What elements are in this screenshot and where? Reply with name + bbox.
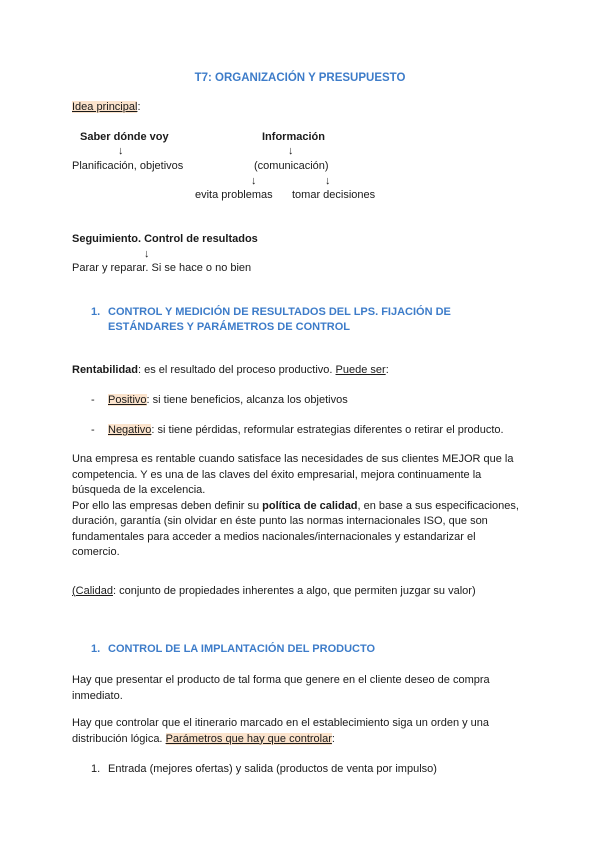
politica-calidad-term: política de calidad bbox=[262, 499, 358, 512]
calidad-definition bbox=[72, 585, 476, 597]
section1-title-line1: CONTROL Y MEDICIÓN DE RESULTADOS DEL LPS. FIJACIÓN DE bbox=[108, 306, 451, 318]
para1-line bbox=[72, 499, 532, 515]
para3-line bbox=[72, 732, 532, 748]
rentabilidad-text: : es el resultado del proceso productivo. bbox=[138, 364, 336, 376]
comunicacion-text: (comunicación) bbox=[254, 160, 329, 172]
bullet-dash: - bbox=[91, 424, 95, 436]
section1-title-line2: ESTÁNDARES Y PARÁMETROS DE CONTROL bbox=[108, 321, 351, 333]
positivo-desc: : si tiene beneficios, alcanza los objetivos bbox=[146, 394, 348, 406]
para3-line: Hay que controlar que el itinerario marcado en el establecimiento siga un orden y una bbox=[72, 717, 490, 729]
evita-problemas-text: evita problemas bbox=[195, 189, 273, 201]
section2-number: 1. bbox=[91, 643, 101, 655]
list-item: Entrada (mejores ofertas) y salida (productos de venta por impulso) bbox=[108, 763, 437, 775]
controlar-paragraph bbox=[72, 716, 532, 747]
page-title: T7: ORGANIZACIÓN Y PRESUPUESTO bbox=[194, 72, 406, 84]
para1-line: duración, garantía (sin olvidar en éste punto las normas internacionales ISO, que son bbox=[72, 515, 488, 527]
rentabilidad-paragraph bbox=[72, 364, 389, 376]
parametros-term: Parámetros que hay que controlar bbox=[165, 732, 332, 745]
negativo-term: Negativo bbox=[108, 424, 152, 436]
arrow-down-icon: ↓ bbox=[251, 175, 257, 187]
para1-line: búsqueda de la excelencia. bbox=[72, 484, 206, 496]
rentable-paragraph bbox=[72, 452, 532, 561]
rentabilidad-colon: : bbox=[385, 364, 389, 376]
rentabilidad-term: Rentabilidad bbox=[72, 364, 139, 376]
calidad-open: ( bbox=[72, 585, 76, 597]
idea-principal-term: Idea principal bbox=[72, 101, 138, 113]
section1-number: 1. bbox=[91, 306, 101, 318]
puede-ser-text: Puede ser bbox=[335, 364, 386, 376]
informacion-heading: Información bbox=[262, 131, 325, 143]
para1-line4a: Por ello las empresas deben definir su bbox=[72, 499, 263, 512]
bullet-negativo bbox=[91, 424, 95, 436]
para3-line2a: distribución lógica. bbox=[72, 732, 166, 745]
para3-colon: : bbox=[331, 732, 335, 745]
calidad-text: : conjunto de propiedades inherentes a algo, que permiten juzgar su valor) bbox=[112, 585, 476, 597]
arrow-down-icon: ↓ bbox=[118, 145, 124, 157]
tomar-decisiones-text: tomar decisiones bbox=[292, 189, 376, 201]
para1-line: Una empresa es rentable cuando satisface las necesidades de sus clientes MEJOR que la bbox=[72, 453, 514, 465]
para2-line: Hay que presentar el producto de tal forma que genere en el cliente deseo de compra bbox=[72, 674, 490, 686]
calidad-term: Calidad bbox=[75, 585, 113, 597]
section2-title: CONTROL DE LA IMPLANTACIÓN DEL PRODUCTO bbox=[108, 643, 376, 655]
para1-line4c: , en base a sus especificaciones, bbox=[357, 499, 519, 512]
arrow-down-icon: ↓ bbox=[144, 248, 150, 260]
positivo-term: Positivo bbox=[108, 394, 147, 406]
bullet-positivo bbox=[91, 394, 95, 406]
seguimiento-heading: Seguimiento. Control de resultados bbox=[72, 233, 258, 245]
saber-donde-voy-heading: Saber dónde voy bbox=[80, 131, 169, 143]
bullet-negativo-text bbox=[108, 424, 504, 436]
para1-line: competencia. Y es una de las claves del éxito empresarial, mejora continuamente la bbox=[72, 468, 482, 481]
planificacion-text: Planificación, objetivos bbox=[72, 160, 184, 172]
bullet-dash: - bbox=[91, 394, 95, 406]
arrow-down-icon: ↓ bbox=[325, 175, 331, 187]
para1-line: fundamentales para acceder a medios nacionales/internacionales y estandarizar el bbox=[72, 530, 476, 543]
idea-principal-label bbox=[72, 101, 141, 113]
seguimiento-text: Parar y reparar. Si se hace o no bien bbox=[72, 262, 252, 274]
bullet-positivo-text bbox=[108, 394, 348, 406]
list-number: 1. bbox=[91, 763, 101, 775]
para2-line: inmediato. bbox=[72, 689, 123, 702]
idea-colon: : bbox=[137, 101, 141, 113]
para1-line: comercio. bbox=[72, 546, 120, 558]
negativo-desc: : si tiene pérdidas, reformular estrategias diferentes o retirar el producto. bbox=[151, 424, 504, 436]
arrow-down-icon: ↓ bbox=[288, 145, 294, 157]
presentar-paragraph bbox=[72, 673, 532, 704]
